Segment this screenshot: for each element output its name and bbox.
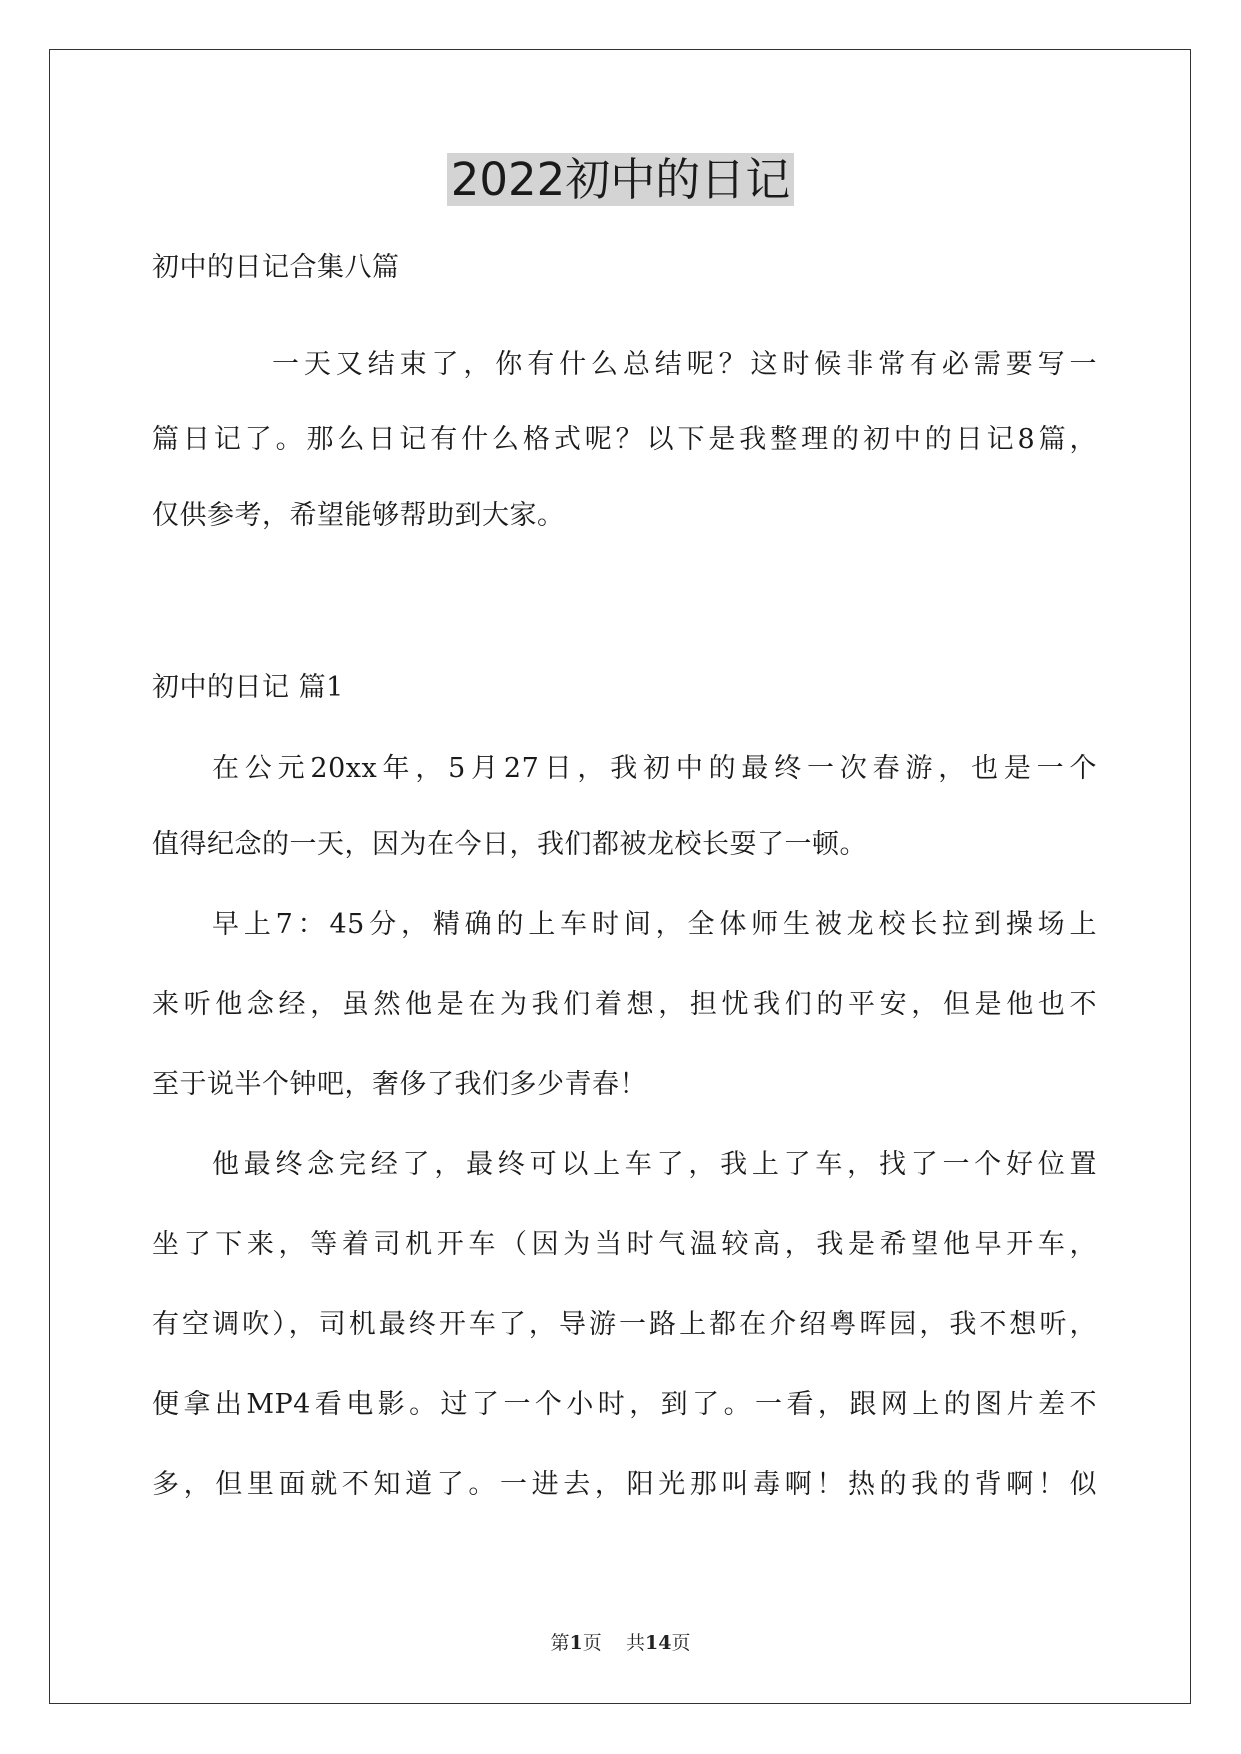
body-line: 坐了下来，等着司机开车（因为当时气温较高，我是希望他早开车， — [152, 1229, 1097, 1260]
document-title-text: 2022初中的日记 — [447, 153, 795, 206]
document-title — [0, 152, 1241, 208]
body-line: 便拿出MP4看电影。过了一个小时，到了。一看，跟网上的图片差不 — [152, 1389, 1097, 1420]
page-border — [49, 49, 1191, 1704]
body-line: 至于说半个钟吧，奢侈了我们多少青春！ — [152, 1069, 647, 1100]
page-prefix: 第 — [550, 1632, 570, 1654]
body-line: 多，但里面就不知道了。一进去，阳光那叫毒啊！热的我的背啊！似 — [152, 1469, 1097, 1500]
intro-line: 一天又结束了，你有什么总结呢？这时候非常有必需要写一 — [272, 349, 1097, 380]
body-line: 来听他念经，虽然他是在为我们着想，担忧我们的平安，但是他也不 — [152, 989, 1097, 1020]
body-line: 在公元20xx年，5月27日，我初中的最终一次春游，也是一个 — [212, 753, 1097, 784]
body-line: 他最终念完经了，最终可以上车了，我上了车，找了一个好位置 — [212, 1149, 1097, 1180]
page-number: 1 — [569, 1632, 583, 1654]
body-line: 值得纪念的一天，因为在今日，我们都被龙校长耍了一顿。 — [152, 829, 867, 860]
intro-line: 仅供参考，希望能够帮助到大家。 — [152, 500, 565, 531]
body-line: 早上7：45分，精确的上车时间，全体师生被龙校长拉到操场上 — [212, 909, 1097, 940]
total-pages: 14 — [644, 1632, 672, 1654]
section-heading: 初中的日记 篇1 — [152, 672, 344, 703]
total-suffix: 页 — [671, 1632, 691, 1654]
page-suffix: 页 — [582, 1632, 602, 1654]
intro-line: 篇日记了。那么日记有什么格式呢？以下是我整理的初中的日记8篇， — [152, 424, 1097, 455]
document-subtitle: 初中的日记合集八篇 — [152, 252, 400, 283]
page-footer — [0, 1630, 1241, 1656]
total-prefix: 共 — [625, 1632, 645, 1654]
body-line: 有空调吹），司机最终开车了，导游一路上都在介绍粤晖园，我不想听， — [152, 1309, 1097, 1340]
